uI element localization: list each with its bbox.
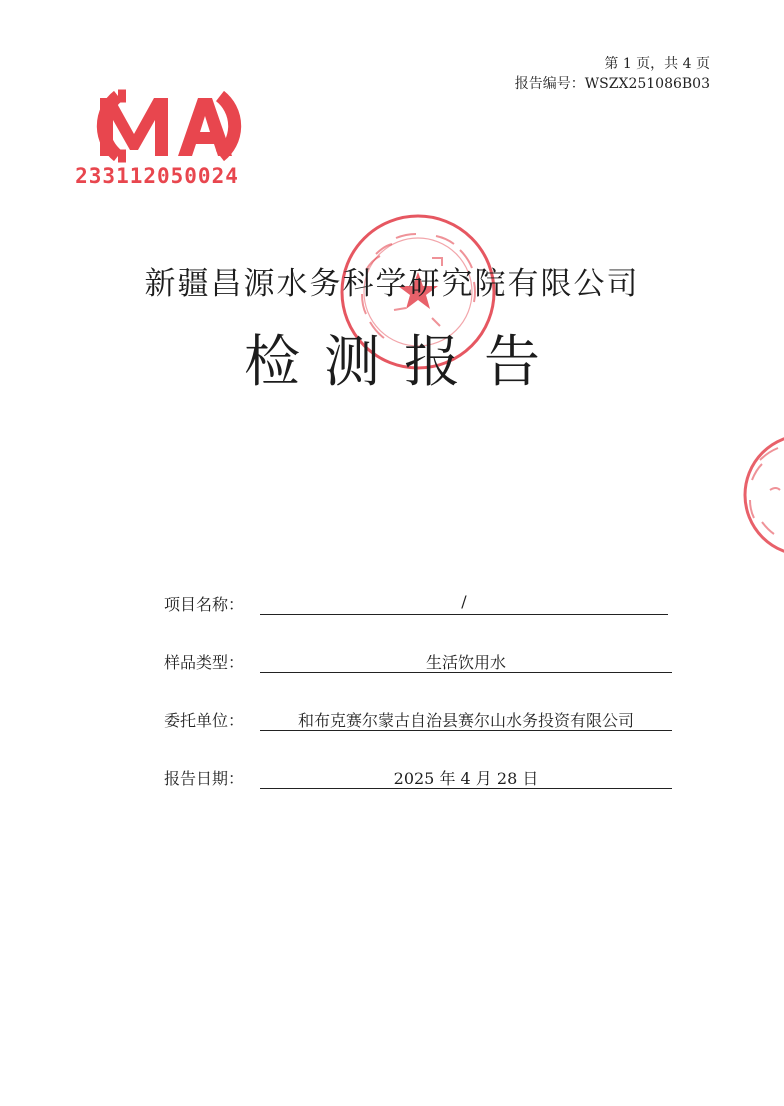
field-project-name xyxy=(164,592,684,650)
field-client xyxy=(164,708,684,766)
field-label: 报告日期： xyxy=(164,769,245,788)
field-value: / xyxy=(260,592,668,615)
report-title: 检测报告 xyxy=(244,330,564,395)
field-value: 2025 年 4 月 28 日 xyxy=(260,766,672,789)
field-sample-type xyxy=(164,650,684,708)
institute-name: 新疆昌源水务科学研究院有限公司 xyxy=(144,266,640,302)
report-number: WSZX251086B03 xyxy=(584,76,710,92)
page-info xyxy=(515,54,710,94)
page-indicator: 第 1 页，共 4 页 xyxy=(604,56,710,72)
report-number-label: 报告编号： xyxy=(514,76,585,92)
report-fields xyxy=(164,592,684,824)
partial-seal-icon xyxy=(740,430,784,560)
cma-number: 233112050024 xyxy=(75,164,239,188)
field-label: 委托单位： xyxy=(164,711,245,730)
field-label: 项目名称： xyxy=(164,595,245,614)
report-number-line xyxy=(515,74,710,94)
field-label: 样品类型： xyxy=(164,653,245,672)
field-value: 生活饮用水 xyxy=(260,650,672,673)
field-value: 和布克赛尔蒙古自治县赛尔山水务投资有限公司 xyxy=(260,708,672,731)
field-report-date xyxy=(164,766,684,824)
